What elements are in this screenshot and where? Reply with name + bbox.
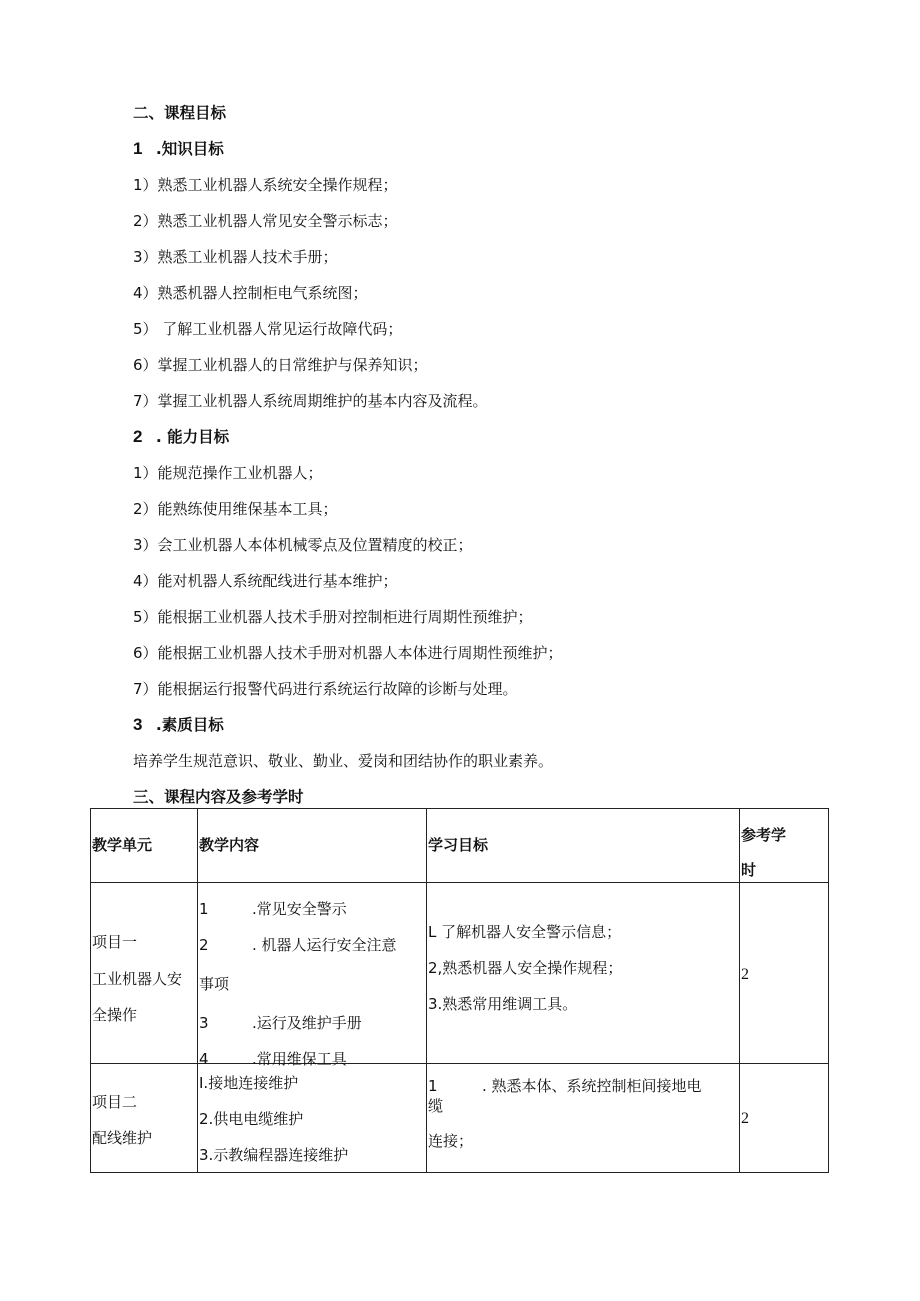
row1-goal-item: 3.熟悉常用维调工具。 xyxy=(428,995,578,1013)
row1-unit-line: 工业机器人安 xyxy=(92,970,183,988)
ability-item: 6）能根据工业机器人技术手册对机器人本体进行周期性预维护； xyxy=(133,644,563,662)
header-unit-label: 教学单元 xyxy=(92,836,153,854)
row1-content-item: .常见安全警示 xyxy=(252,900,347,918)
table-header-row xyxy=(91,809,829,883)
row2-unit-line: 配线维护 xyxy=(92,1129,153,1147)
row1-unit-line: 全操作 xyxy=(92,1006,138,1024)
row2-goal-number: 1 xyxy=(428,1077,438,1095)
table-row xyxy=(91,1064,829,1173)
header-hours-label-line2: 时 xyxy=(741,861,757,879)
quality-text: 培养学生规范意识、敬业、勤业、爱岗和团结协作的职业素养。 xyxy=(133,752,554,770)
knowledge-item: 5） 了解工业机器人常见运行故障代码； xyxy=(133,320,403,338)
row2-hours-cell xyxy=(740,1064,829,1173)
ability-heading-number: 2 xyxy=(133,427,143,446)
knowledge-heading xyxy=(133,139,224,159)
row1-hours-cell xyxy=(740,883,829,1064)
row2-goal-item-cont: 连接； xyxy=(428,1132,474,1150)
knowledge-item: 3）熟悉工业机器人技术手册； xyxy=(133,248,338,266)
section-title-content-hours: 三、课程内容及参考学时 xyxy=(133,788,304,806)
row2-content-item: I.接地连接维护 xyxy=(199,1074,299,1092)
ability-item: 5）能根据工业机器人技术手册对控制柜进行周期性预维护； xyxy=(133,608,533,626)
row1-content-cell xyxy=(198,883,427,1068)
course-content-table xyxy=(90,808,829,1173)
quality-heading xyxy=(133,715,224,735)
knowledge-item: 2）熟悉工业机器人常见安全警示标志； xyxy=(133,212,398,230)
header-hours-label-line1: 参考学 xyxy=(741,826,787,844)
row2-unit-cell xyxy=(91,1064,198,1173)
ability-item: 2）能熟练使用维保基本工具； xyxy=(133,500,338,518)
ability-item: 4）能对机器人系统配线进行基本维护； xyxy=(133,572,398,590)
row1-content-number: 4 xyxy=(199,1050,209,1068)
row2-goal-cell xyxy=(427,1064,740,1173)
header-cell-content xyxy=(198,809,427,883)
row2-content-item: 3.示教编程器连接维护 xyxy=(199,1146,349,1164)
row2-hours: 2 xyxy=(741,1110,749,1127)
row1-goal-cell xyxy=(427,883,740,1064)
row2-content-cell xyxy=(198,1064,427,1173)
row1-content-number: 2 xyxy=(199,936,209,954)
row1-content-item: .运行及维护手册 xyxy=(252,1014,362,1032)
knowledge-heading-label: .知识目标 xyxy=(155,140,224,158)
row2-unit-line: 项目二 xyxy=(92,1093,138,1111)
row1-content-item: . 机器人运行安全注意 xyxy=(252,936,397,954)
ability-item: 7）能根据运行报警代码进行系统运行故障的诊断与处理。 xyxy=(133,680,518,698)
quality-heading-label: .素质目标 xyxy=(155,716,224,734)
knowledge-item: 7）掌握工业机器人系统周期维护的基本内容及流程。 xyxy=(133,392,488,410)
row1-content-number: 3 xyxy=(199,1014,209,1032)
header-goal-label: 学习目标 xyxy=(428,836,489,854)
row1-unit-cell xyxy=(91,883,198,1064)
table-row xyxy=(91,883,829,1064)
knowledge-item: 6）掌握工业机器人的日常维护与保养知识； xyxy=(133,356,428,374)
header-content-label: 教学内容 xyxy=(199,836,260,854)
row1-unit-line: 项目一 xyxy=(92,933,138,951)
ability-item: 1）能规范操作工业机器人； xyxy=(133,464,323,482)
row1-content-item-cont: 事项 xyxy=(199,975,230,993)
header-cell-unit xyxy=(91,809,198,883)
row1-goal-item: L 了解机器人安全警示信息； xyxy=(428,923,622,941)
row1-content-number: 1 xyxy=(199,900,209,918)
knowledge-item: 1）熟悉工业机器人系统安全操作规程； xyxy=(133,176,398,194)
header-cell-goal xyxy=(427,809,740,883)
header-cell-hours xyxy=(740,809,829,883)
row2-goal-item: . 熟悉本体、系统控制柜间接地电 xyxy=(482,1077,702,1095)
quality-heading-number: 3 xyxy=(133,715,143,734)
ability-heading-label: . 能力目标 xyxy=(155,428,230,446)
knowledge-item: 4）熟悉机器人控制柜电气系统图； xyxy=(133,284,368,302)
row2-content-item: 2.供电电缆维护 xyxy=(199,1110,304,1128)
row2-goal-item-wrap: 缆 xyxy=(428,1097,444,1115)
row1-hours: 2 xyxy=(741,966,749,983)
ability-heading xyxy=(133,427,229,447)
row1-goal-item: 2,熟悉机器人安全操作规程； xyxy=(428,959,623,977)
knowledge-heading-number: 1 xyxy=(133,139,143,158)
ability-item: 3）会工业机器人本体机械零点及位置精度的校正； xyxy=(133,536,473,554)
section-title-objectives: 二、课程目标 xyxy=(133,104,227,122)
row1-content-item: .常用维保工具 xyxy=(252,1050,347,1068)
